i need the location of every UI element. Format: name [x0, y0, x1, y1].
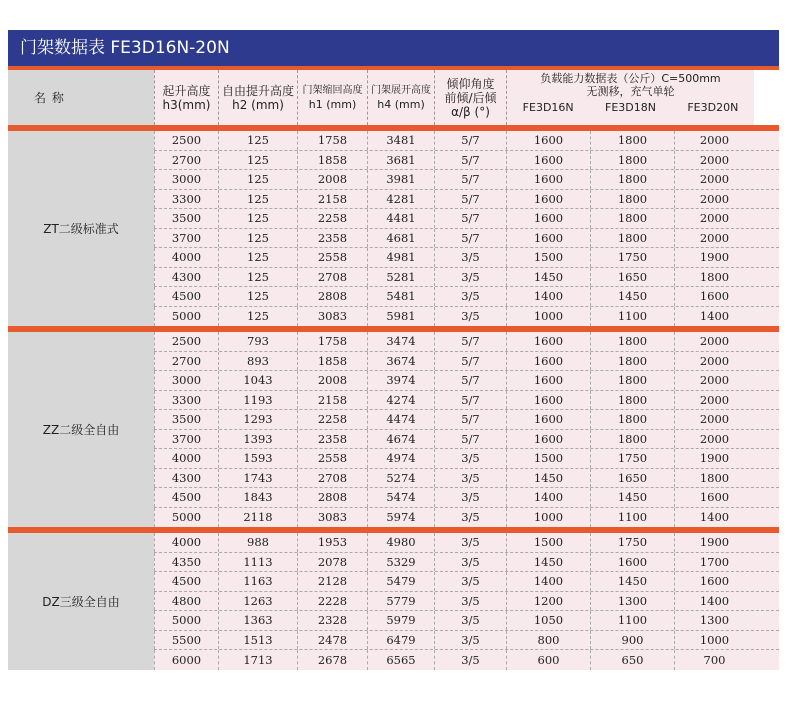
table-cell: 125	[218, 209, 297, 228]
table-cell: 3500	[154, 410, 218, 429]
header-model: FE3D20N	[687, 101, 739, 114]
table-cell: 4681	[367, 229, 434, 248]
table-cell: 1000	[506, 307, 590, 327]
table-row	[154, 268, 779, 288]
table-cell: 1600	[506, 430, 590, 449]
table-cell: 1843	[218, 488, 297, 507]
table-cell: 1400	[674, 592, 754, 611]
table-cell: 1600	[506, 170, 590, 189]
table-cell: 1800	[590, 170, 674, 189]
table-cell: 1650	[590, 268, 674, 287]
table-cell: 5/7	[434, 209, 506, 228]
table-cell: 1600	[506, 229, 590, 248]
table-cell: 2700	[154, 352, 218, 371]
table-cell: 2258	[297, 410, 367, 429]
table-cell: 2000	[674, 352, 754, 371]
table-cell: 900	[590, 631, 674, 650]
table-cell: 4980	[367, 533, 434, 552]
table-cell: 3083	[297, 307, 367, 327]
table-cell: 2358	[297, 430, 367, 449]
table-cell: 6000	[154, 650, 218, 670]
table-cell: 1800	[590, 352, 674, 371]
table-cell: 1750	[590, 533, 674, 552]
table-cell: 2358	[297, 229, 367, 248]
table-cell: 1600	[506, 352, 590, 371]
table-cell: 1600	[506, 332, 590, 351]
table-row	[154, 533, 779, 553]
table-cell: 5/7	[434, 391, 506, 410]
header-tilt: 倾仰角度 前倾/后倾 α/β (°)	[434, 70, 506, 125]
table-cell: 3/5	[434, 572, 506, 591]
table-cell: 3083	[297, 508, 367, 528]
table-row	[154, 287, 779, 307]
table-row	[154, 151, 779, 171]
page-title: 门架数据表 FE3D16N-20N	[8, 30, 779, 66]
table-cell: 2558	[297, 449, 367, 468]
table-cell: 1200	[506, 592, 590, 611]
table-cell: 3/5	[434, 488, 506, 507]
table-cell: 1900	[674, 449, 754, 468]
table-cell: 1100	[590, 611, 674, 630]
table-cell: 1743	[218, 469, 297, 488]
table-cell: 2118	[218, 508, 297, 528]
table-cell: 2158	[297, 391, 367, 410]
table-cell: 1043	[218, 371, 297, 390]
table-cell: 600	[506, 650, 590, 670]
table-row	[154, 332, 779, 352]
table-row	[154, 190, 779, 210]
table-cell: 1450	[590, 287, 674, 306]
header-h3: 起升高度 h3(mm)	[154, 70, 218, 125]
table-cell: 1858	[297, 352, 367, 371]
table-cell: 5274	[367, 469, 434, 488]
table-cell: 2708	[297, 268, 367, 287]
table-cell: 1400	[506, 572, 590, 591]
table-cell: 1100	[590, 307, 674, 327]
table-cell: 5/7	[434, 170, 506, 189]
table-cell: 4281	[367, 190, 434, 209]
table-cell: 1800	[590, 131, 674, 150]
table-cell: 1800	[590, 151, 674, 170]
table-cell: 3300	[154, 190, 218, 209]
table-row	[154, 650, 779, 670]
table-cell: 650	[590, 650, 674, 670]
table-cell: 125	[218, 268, 297, 287]
header-name: 名 称	[8, 70, 154, 125]
table-row	[154, 488, 779, 508]
table-cell: 4000	[154, 248, 218, 267]
table-cell: 1600	[506, 391, 590, 410]
table-cell: 1800	[590, 209, 674, 228]
table-cell: 2708	[297, 469, 367, 488]
table-cell: 4500	[154, 488, 218, 507]
table-cell: 3/5	[434, 449, 506, 468]
table-cell: 2000	[674, 209, 754, 228]
table-cell: 1450	[506, 469, 590, 488]
table-cell: 125	[218, 151, 297, 170]
table-cell: 1513	[218, 631, 297, 650]
table-row	[154, 170, 779, 190]
table-row	[154, 371, 779, 391]
table-header	[8, 66, 779, 131]
table-cell: 1363	[218, 611, 297, 630]
table-cell: 2558	[297, 248, 367, 267]
table-cell: 1600	[674, 287, 754, 306]
table-cell: 2078	[297, 553, 367, 572]
table-cell: 2808	[297, 287, 367, 306]
table-cell: 1193	[218, 391, 297, 410]
table-cell: 1300	[674, 611, 754, 630]
table-cell: 3481	[367, 131, 434, 150]
table-cell: 1600	[674, 572, 754, 591]
table-cell: 125	[218, 190, 297, 209]
header-model: FE3D18N	[605, 101, 656, 114]
table-cell: 1600	[506, 151, 590, 170]
table-cell: 1400	[674, 307, 754, 327]
table-cell: 1900	[674, 533, 754, 552]
table-cell: 1393	[218, 430, 297, 449]
table-cell: 4481	[367, 209, 434, 228]
table-row	[154, 307, 779, 327]
table-row	[154, 449, 779, 469]
table-cell: 4000	[154, 533, 218, 552]
table-cell: 2700	[154, 151, 218, 170]
table-cell: 2008	[297, 170, 367, 189]
table-cell: 3/5	[434, 248, 506, 267]
table-cell: 4350	[154, 553, 218, 572]
table-cell: 5500	[154, 631, 218, 650]
table-cell: 2000	[674, 151, 754, 170]
table-cell: 2000	[674, 430, 754, 449]
table-row	[154, 592, 779, 612]
table-cell: 5/7	[434, 151, 506, 170]
table-cell: 1600	[506, 209, 590, 228]
table-cell: 2500	[154, 131, 218, 150]
table-cell: 5/7	[434, 229, 506, 248]
table-row	[154, 611, 779, 631]
table-cell: 4500	[154, 572, 218, 591]
table-cell: 1500	[506, 449, 590, 468]
table-cell: 1600	[506, 410, 590, 429]
table-cell: 5329	[367, 553, 434, 572]
table-cell: 3974	[367, 371, 434, 390]
table-cell: 1113	[218, 553, 297, 572]
table-cell: 1000	[506, 508, 590, 528]
table-cell: 1300	[590, 592, 674, 611]
table-row	[154, 508, 779, 528]
table-cell: 1800	[590, 332, 674, 351]
table-cell: 1953	[297, 533, 367, 552]
table-cell: 1600	[506, 131, 590, 150]
table-cell: 5281	[367, 268, 434, 287]
table-cell: 1713	[218, 650, 297, 670]
table-cell: 1858	[297, 151, 367, 170]
table-cell: 700	[674, 650, 754, 670]
table-cell: 1500	[506, 248, 590, 267]
table-cell: 4300	[154, 268, 218, 287]
table-cell: 1100	[590, 508, 674, 528]
table-cell: 1800	[674, 469, 754, 488]
table-cell: 2158	[297, 190, 367, 209]
table-cell: 125	[218, 229, 297, 248]
table-cell: 1800	[590, 410, 674, 429]
table-cell: 1293	[218, 410, 297, 429]
table-cell: 6479	[367, 631, 434, 650]
table-cell: 5/7	[434, 410, 506, 429]
header-h1: 门架缩回高度 h1 (mm)	[297, 70, 367, 125]
table-cell: 5000	[154, 307, 218, 327]
table-row	[154, 248, 779, 268]
group-name: DZ三级全自由	[8, 533, 154, 670]
table-cell: 2000	[674, 229, 754, 248]
table-cell: 3/5	[434, 553, 506, 572]
table-cell: 1450	[590, 572, 674, 591]
table-cell: 3500	[154, 209, 218, 228]
table-cell: 1800	[674, 268, 754, 287]
table-cell: 2678	[297, 650, 367, 670]
table-cell: 3/5	[434, 508, 506, 528]
table-cell: 5481	[367, 287, 434, 306]
row-group	[8, 533, 779, 670]
table-cell: 1600	[590, 553, 674, 572]
table-row	[154, 391, 779, 411]
table-cell: 988	[218, 533, 297, 552]
row-group	[8, 131, 779, 332]
table-cell: 5974	[367, 508, 434, 528]
table-cell: 2000	[674, 371, 754, 390]
table-cell: 1800	[590, 190, 674, 209]
table-cell: 4274	[367, 391, 434, 410]
group-name: ZT二级标准式	[8, 131, 154, 326]
table-cell: 1000	[674, 631, 754, 650]
table-cell: 4300	[154, 469, 218, 488]
table-cell: 3300	[154, 391, 218, 410]
table-cell: 1800	[590, 391, 674, 410]
table-cell: 1600	[506, 371, 590, 390]
table-row	[154, 572, 779, 592]
table-cell: 2478	[297, 631, 367, 650]
header-h4: 门架展开高度 h4 (mm)	[367, 70, 434, 125]
table-cell: 5000	[154, 508, 218, 528]
header-model: FE3D16N	[522, 101, 574, 114]
table-cell: 3000	[154, 371, 218, 390]
table-cell: 2000	[674, 190, 754, 209]
group-name: ZZ二级全自由	[8, 332, 154, 527]
table-cell: 3/5	[434, 611, 506, 630]
table-cell: 1758	[297, 332, 367, 351]
table-cell: 5/7	[434, 332, 506, 351]
table-cell: 2328	[297, 611, 367, 630]
table-cell: 1900	[674, 248, 754, 267]
table-cell: 3/5	[434, 469, 506, 488]
table-cell: 4800	[154, 592, 218, 611]
table-cell: 1750	[590, 449, 674, 468]
table-cell: 1450	[506, 553, 590, 572]
table-cell: 3/5	[434, 287, 506, 306]
table-cell: 2258	[297, 209, 367, 228]
table-cell: 3700	[154, 229, 218, 248]
table-cell: 3/5	[434, 533, 506, 552]
table-cell: 1800	[590, 371, 674, 390]
table-cell: 5/7	[434, 190, 506, 209]
table-row	[154, 631, 779, 651]
table-cell: 1400	[506, 488, 590, 507]
table-row	[154, 410, 779, 430]
table-cell: 1500	[506, 533, 590, 552]
table-cell: 1650	[590, 469, 674, 488]
table-cell: 125	[218, 287, 297, 306]
table-cell: 2808	[297, 488, 367, 507]
table-cell: 1600	[674, 488, 754, 507]
table-cell: 125	[218, 248, 297, 267]
table-cell: 4000	[154, 449, 218, 468]
table-cell: 3981	[367, 170, 434, 189]
table-cell: 6565	[367, 650, 434, 670]
table-cell: 1450	[590, 488, 674, 507]
table-cell: 1758	[297, 131, 367, 150]
table-row	[154, 469, 779, 489]
table-cell: 5000	[154, 611, 218, 630]
table-cell: 4500	[154, 287, 218, 306]
table-cell: 4981	[367, 248, 434, 267]
table-cell: 1050	[506, 611, 590, 630]
table-cell: 5479	[367, 572, 434, 591]
table-cell: 1750	[590, 248, 674, 267]
table-cell: 2228	[297, 592, 367, 611]
table-cell: 4474	[367, 410, 434, 429]
table-cell: 1800	[590, 229, 674, 248]
table-cell: 893	[218, 352, 297, 371]
table-cell: 1450	[506, 268, 590, 287]
table-cell: 4974	[367, 449, 434, 468]
header-h2: 自由提升高度 h2 (mm)	[218, 70, 297, 125]
table-cell: 3/5	[434, 268, 506, 287]
table-cell: 2000	[674, 131, 754, 150]
table-cell: 3/5	[434, 650, 506, 670]
table-cell: 5/7	[434, 352, 506, 371]
table-row	[154, 352, 779, 372]
table-cell: 125	[218, 307, 297, 327]
table-cell: 1593	[218, 449, 297, 468]
table-cell: 3474	[367, 332, 434, 351]
mast-data-table	[8, 66, 779, 670]
table-cell: 2000	[674, 170, 754, 189]
table-cell: 4674	[367, 430, 434, 449]
table-row	[154, 229, 779, 249]
table-cell: 5474	[367, 488, 434, 507]
table-row	[154, 209, 779, 229]
table-cell: 2128	[297, 572, 367, 591]
table-cell: 3681	[367, 151, 434, 170]
table-cell: 2500	[154, 332, 218, 351]
table-cell: 5981	[367, 307, 434, 327]
header-load-capacity: 负载能力数据表（公斤）C=500mm 无测移，充气单轮 FE3D16N FE3D18N FE3D20N	[506, 70, 754, 125]
table-row	[154, 131, 779, 151]
table-cell: 1163	[218, 572, 297, 591]
table-cell: 2008	[297, 371, 367, 390]
table-cell: 3/5	[434, 631, 506, 650]
table-row	[154, 553, 779, 573]
table-cell: 1800	[590, 430, 674, 449]
table-cell: 3674	[367, 352, 434, 371]
table-cell: 3/5	[434, 307, 506, 327]
table-cell: 800	[506, 631, 590, 650]
table-cell: 125	[218, 131, 297, 150]
table-row	[154, 430, 779, 450]
table-cell: 1700	[674, 553, 754, 572]
table-cell: 5779	[367, 592, 434, 611]
table-cell: 2000	[674, 391, 754, 410]
table-cell: 5/7	[434, 131, 506, 150]
table-cell: 2000	[674, 332, 754, 351]
table-cell: 5/7	[434, 371, 506, 390]
table-cell: 5/7	[434, 430, 506, 449]
table-cell: 1263	[218, 592, 297, 611]
table-cell: 793	[218, 332, 297, 351]
row-group	[8, 332, 779, 533]
table-cell: 1400	[674, 508, 754, 528]
table-cell: 1400	[506, 287, 590, 306]
table-cell: 3000	[154, 170, 218, 189]
table-cell: 5979	[367, 611, 434, 630]
table-cell: 1600	[506, 190, 590, 209]
table-cell: 3/5	[434, 592, 506, 611]
table-cell: 2000	[674, 410, 754, 429]
table-cell: 3700	[154, 430, 218, 449]
table-cell: 125	[218, 170, 297, 189]
